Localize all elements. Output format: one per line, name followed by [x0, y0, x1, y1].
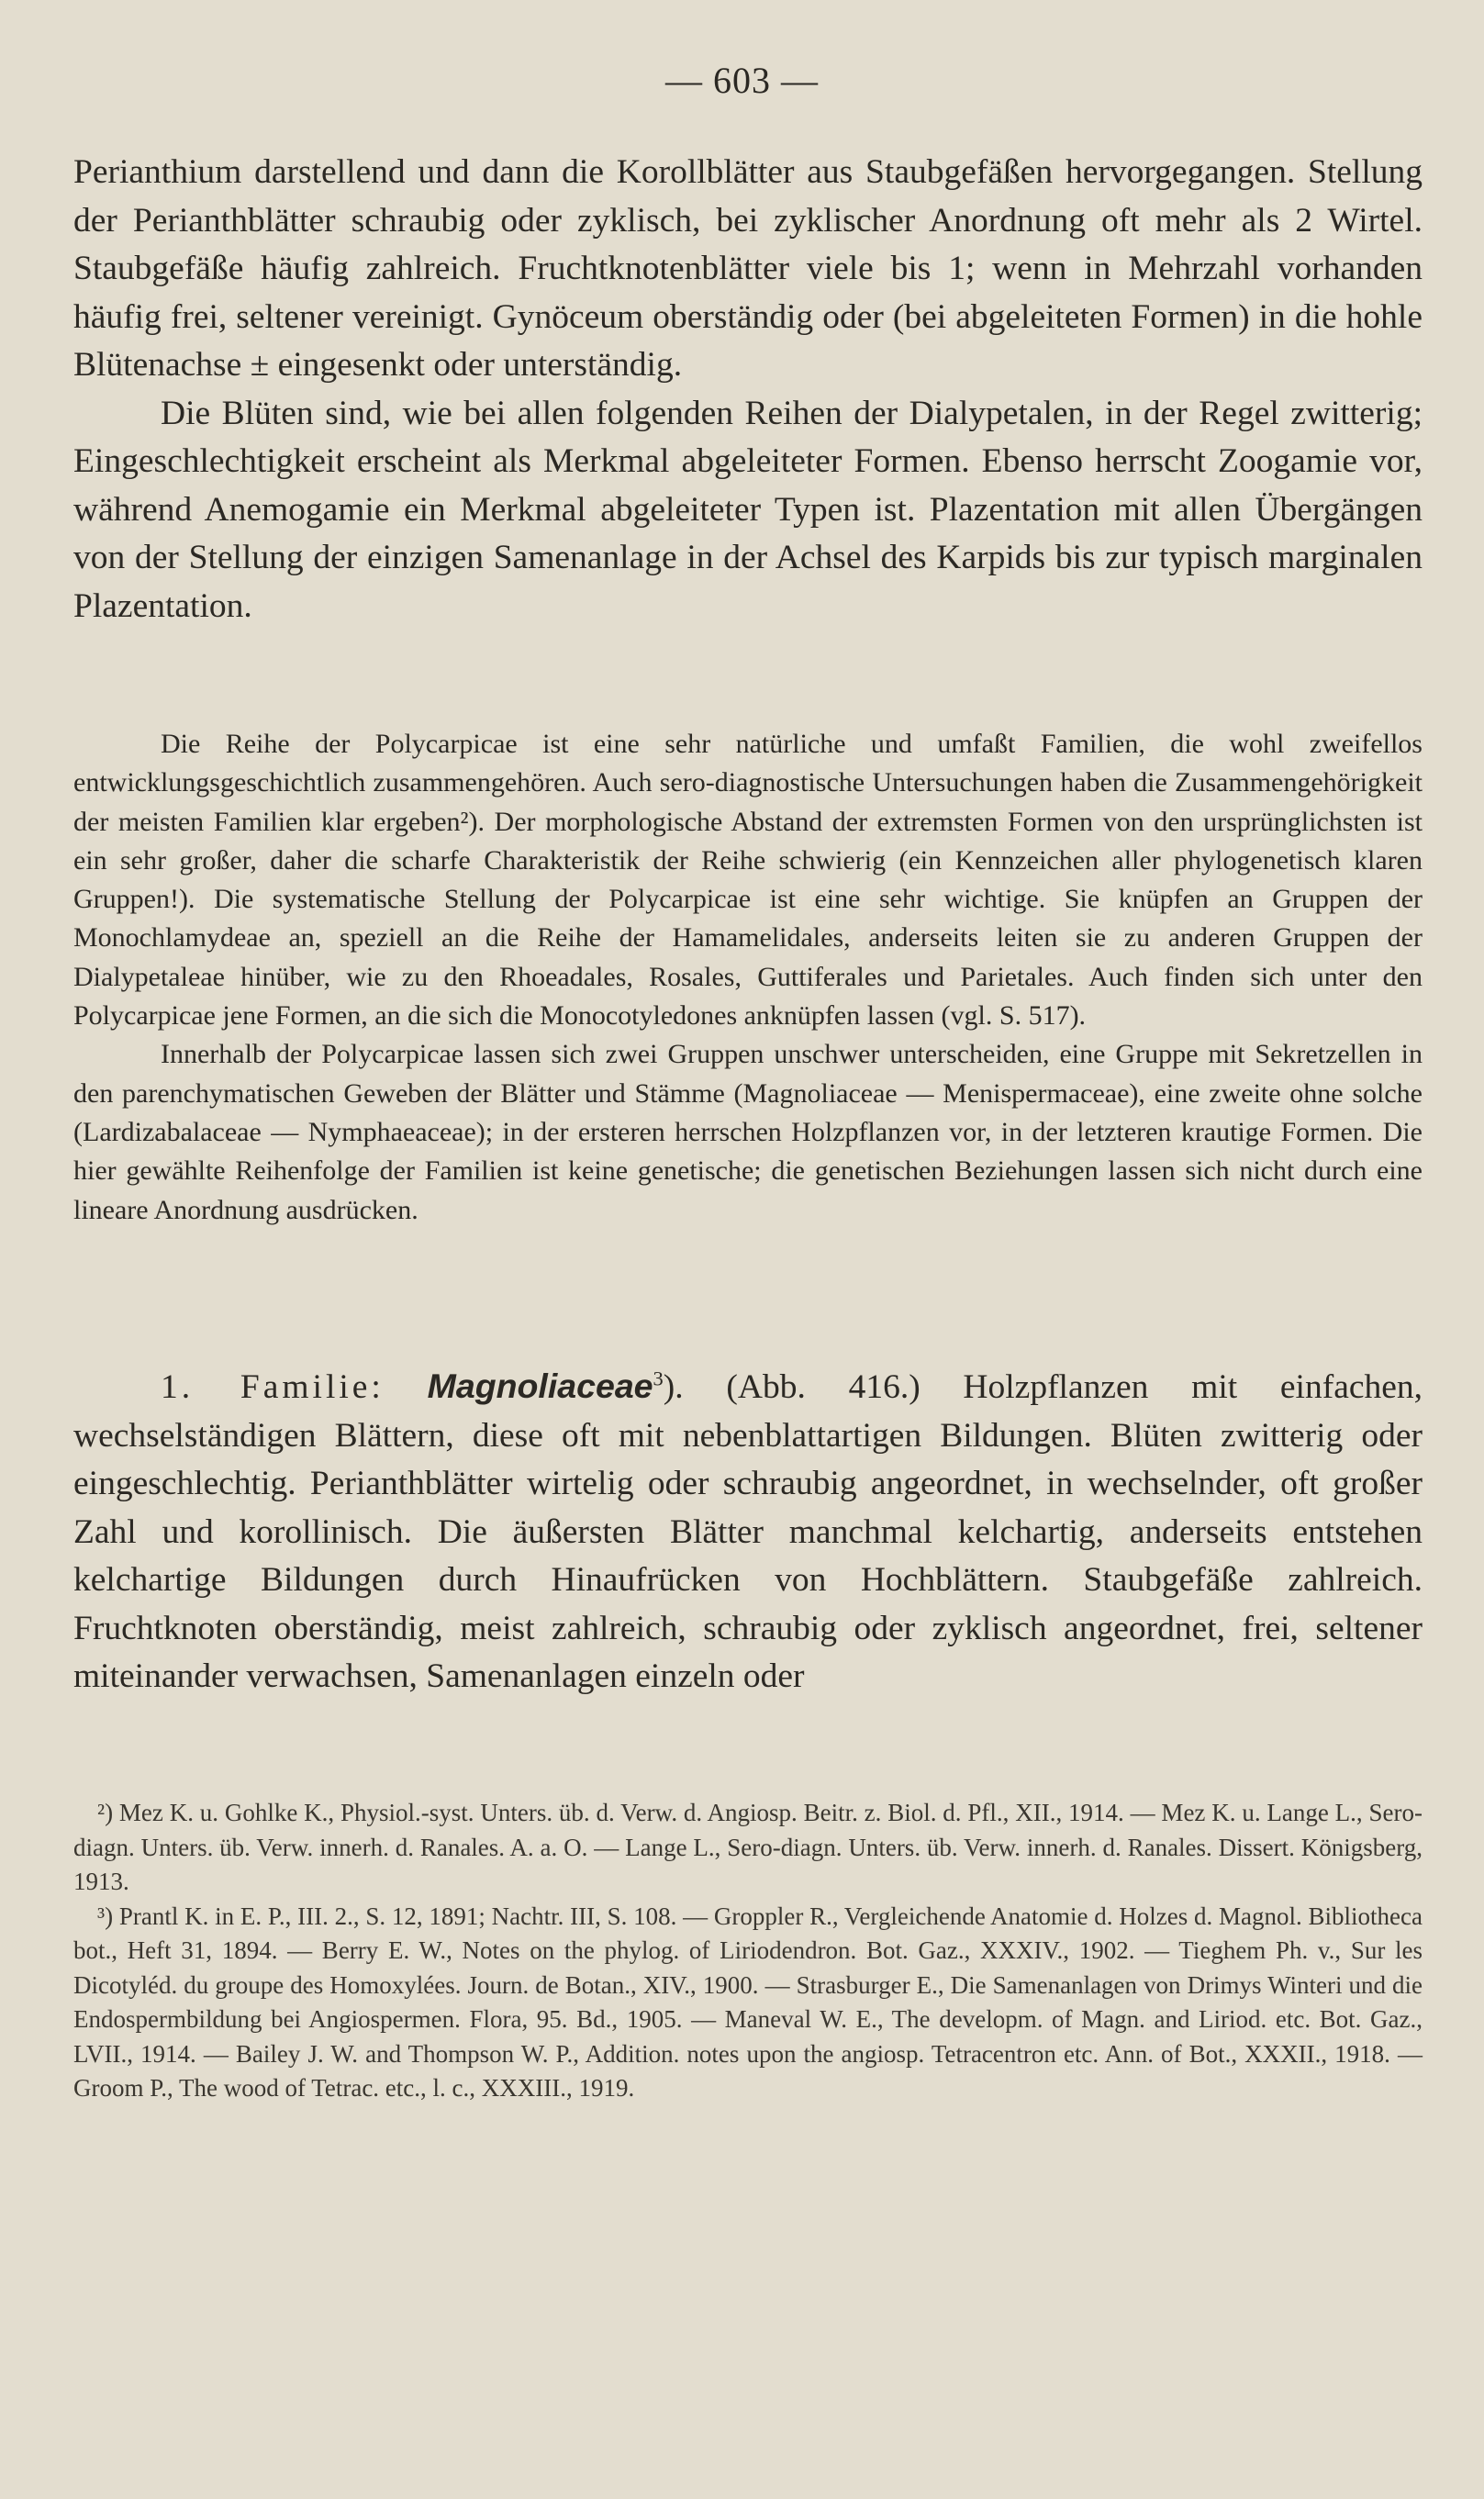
page-number: — 603 —: [665, 60, 819, 101]
footnote-3: ³) Prantl K. in E. P., III. 2., S. 12, 1891; Nachtr. III, S. 108. — Groppler R., Vergleichende Anatomie d. Holzes d. Magnol. Bibliotheca bot., Heft 31, 1894. — Berry E. W., Notes on the phylog. of Liriodendron. Bot. Gaz., XXXIV., 1902. — Tieghem Ph. v., Sur les Dicotyléd. du groupe des Homoxylées. Journ. de Botan., XIV., 1900. — Strasburger E., Die Samenanlagen von Drimys Winteri und die Endospermbildung bei Angiospermen. Flora, 95. Bd., 1905. — Maneval W. E., The developm. of Magn. and Liriod. etc. Bot. Gaz., LVII., 1914. — Bailey J. W. and Thompson W. P., Addition. notes upon the angiosp. Tetracentron etc. Ann. of Bot., XXXII., 1918. — Groom P., The wood of Tetrac. etc., l. c., XXXIII., 1919.: [73, 1902, 1423, 2102]
main-text: [73, 149, 1423, 630]
small-paragraph-2: Innerhalb der Polycarpicae lassen sich zwei Gruppen unschwer unterscheiden, eine Gruppe mit Sekretzellen in den parenchymatischen Geweben der Blätter und Stämme (Magnoliaceae — Menispermaceae), eine zweite ohne solche (Lardizabalaceae — Nymphaeaceae); in der ersteren herrschen Holzpflanzen vor, in der letzteren krautige Formen. Die hier gewählte Reihenfolge der Familien ist keine genetische; die genetischen Beziehungen lassen sich nicht durch eine lineare Anordnung ausdrücken.: [73, 1039, 1423, 1225]
family-name: Magnoliaceae: [427, 1367, 653, 1405]
main-paragraph-2: Die Blüten sind, wie bei allen folgenden Reihen der Dialypetalen, in der Regel zwitterig; Eingeschlechtigkeit erscheint als Merkmal abgeleiteter Formen. Ebenso herrscht Zoogamie vor, während Anemogamie ein Merkmal abgeleiteter Typen ist. Plazentation mit allen Übergängen von der Stellung der einzigen Samenanlage in der Achsel des Karpids bis zur typisch marginalen Plazentation.: [73, 394, 1423, 625]
footnote-2: ²) Mez K. u. Gohlke K., Physiol.-syst. Unters. üb. d. Verw. d. Angiosp. Beitr. z. Biol. d. Pfl., XII., 1914. — Mez K. u. Lange L., Sero-diagn. Unters. üb. Verw. innerh. d. Ranales. A. a. O. — Lange L., Sero-diagn. Unters. üb. Verw. innerh. d. Ranales. Dissert. Königsberg, 1913.: [73, 1799, 1423, 1895]
footnote-ref-3: 3: [653, 1367, 664, 1390]
main-paragraph-1: Perianthium darstellend und dann die Korollblätter aus Staubgefäßen hervorgegangen. Stellung der Perianthblätter schraubig oder zyklisch, bei zyklischer Anordnung oft mehr als 2 Wirtel. Staubgefäße häufig zahlreich. Fruchtknotenblätter viele bis 1; wenn in Mehrzahl vorhanden häufig frei, seltener vereinigt. Gynöceum oberständig oder (bei abgeleiteten Formen) in die hohle Blütenachse ± eingesenkt oder unterständig.: [73, 153, 1423, 384]
family-paragraph: [73, 1362, 1423, 1701]
family-section: [73, 1362, 1423, 1701]
family-label: 1. Familie:: [161, 1368, 385, 1406]
small-print-section: [73, 725, 1423, 1230]
footnotes: [73, 1796, 1423, 2106]
small-paragraph-1: Die Reihe der Polycarpicae ist eine sehr natürliche und umfaßt Familien, die wohl zweifellos entwicklungsgeschichtlich zusammengehören. Auch sero-diagnostische Untersuchungen haben die Zusammengehörigkeit der meisten Familien klar ergeben²). Der morphologische Abstand der extremsten Formen von den ursprünglichsten ist ein sehr großer, daher die scharfe Charakteristik der Reihe schwierig (ein Kennzeichen aller phylogenetisch klaren Gruppen!). Die systematische Stellung der Polycarpicae ist eine sehr wichtige. Sie knüpfen an Gruppen der Monochlamydeae an, speziell an die Reihe der Hamamelidales, anderseits leiten sie zu anderen Gruppen der Dialypetaleae hinüber, wie zu den Rhoeadales, Rosales, Guttiferales und Parietales. Auch finden sich unter den Polycarpicae jene Formen, an die sich die Monocotyledones anknüpfen lassen (vgl. S. 517).: [73, 729, 1423, 1032]
family-description: ). (Abb. 416.) Holzpflanzen mit einfachen, wechselständigen Blättern, diese oft mit nebenblattartigen Bildungen. Blüten zwitterig oder eingeschlechtig. Perianthblätter wirtelig oder schraubig angeordnet, in wechselnder, oft großer Zahl und korollinisch. Die äußersten Blätter manchmal kelchartig, anderseits entstehen kelchartige Bildungen durch Hinaufrücken von Hochblättern. Staubgefäße zahlreich. Fruchtknoten oberständig, meist zahlreich, schraubig oder zyklisch angeordnet, frei, seltener miteinander verwachsen, Samenanlagen einzeln oder: [73, 1368, 1423, 1695]
